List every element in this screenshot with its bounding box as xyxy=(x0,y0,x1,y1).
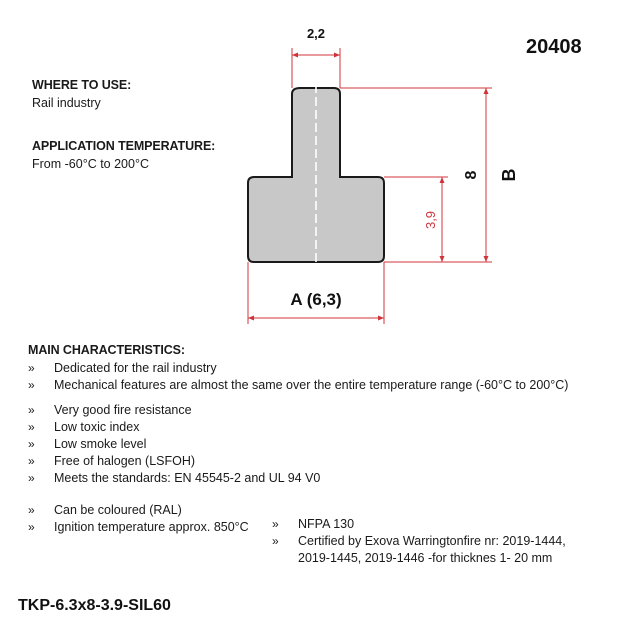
dim-total-height-label: 8 xyxy=(463,170,480,180)
application-temperature-heading: APPLICATION TEMPERATURE: xyxy=(32,139,216,153)
list-item: » Mechanical features are almost the same over the entire temperature range (-60°C to 200°C) xyxy=(28,378,569,392)
main-characteristics-heading: MAIN CHARACTERISTICS: xyxy=(28,343,185,357)
characteristics-list-3 xyxy=(28,502,249,536)
product-code: 20408 xyxy=(526,36,582,58)
characteristics-list-right xyxy=(272,516,566,567)
list-item: » Free of halogen (LSFOH) xyxy=(28,454,196,468)
dim-b-label: B xyxy=(499,168,519,182)
list-item: » Very good fire resistance xyxy=(28,403,192,417)
list-item: » Certified by Exova Warringtonfire nr: 2019-1444, xyxy=(272,534,566,548)
dim-a-label: A (6,3) xyxy=(290,290,342,309)
list-item: » Dedicated for the rail industry xyxy=(28,361,217,375)
dim-top-label: 2,2 xyxy=(306,26,326,41)
list-item: 2019-1445, 2019-1446 -for thicknes 1- 20 mm xyxy=(298,551,553,565)
where-to-use-heading: WHERE TO USE: xyxy=(32,78,132,92)
model-code: TKP-6.3x8-3.9-SIL60 xyxy=(18,597,171,614)
characteristics-list-2 xyxy=(28,402,320,487)
list-item: » Low smoke level xyxy=(28,437,147,451)
list-item: » Meets the standards: EN 45545-2 and UL 94 V0 xyxy=(28,471,321,485)
list-item: » Ignition temperature approx. 850°C xyxy=(28,520,249,534)
list-item: » NFPA 130 xyxy=(272,517,355,531)
list-item: » Can be coloured (RAL) xyxy=(28,503,182,517)
where-to-use-value: Rail industry xyxy=(32,96,101,110)
characteristics-list-1 xyxy=(28,360,568,394)
application-temperature-value: From -60°C to 200°C xyxy=(32,157,149,171)
dim-inner-height-label: 3,9 xyxy=(423,210,438,230)
list-item: » Low toxic index xyxy=(28,420,140,434)
